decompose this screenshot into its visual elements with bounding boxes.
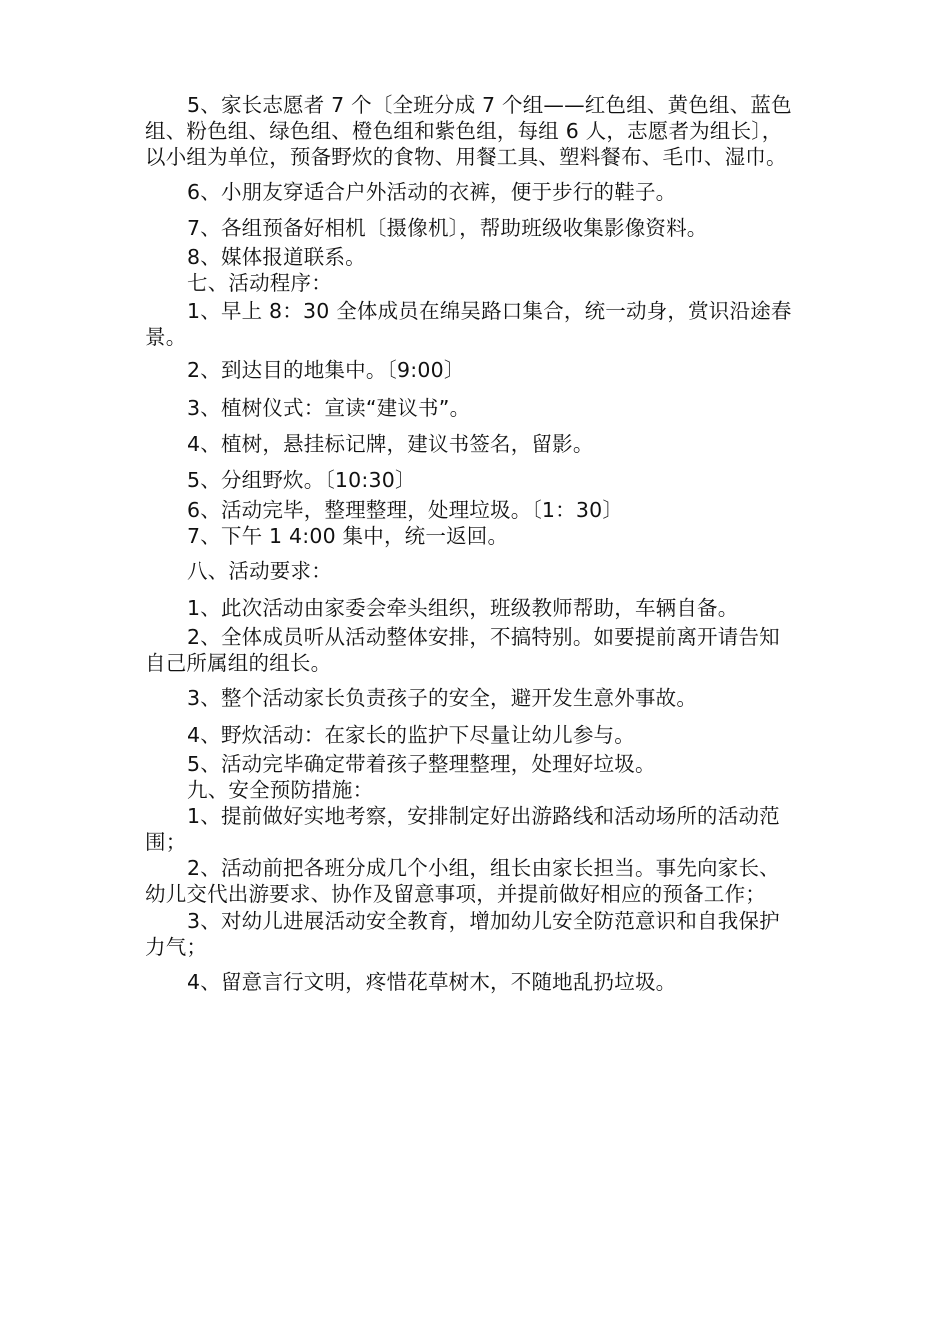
text-line: 5、分组野炊。〔10:30〕 <box>187 468 416 492</box>
section-heading: 九、安全预防措施： <box>187 778 374 802</box>
text-line: 7、下午 1 4:00 集中，统一返回。 <box>187 524 509 548</box>
text-line: 7、各组预备好相机〔摄像机〕，帮助班级收集影像资料。 <box>187 216 708 240</box>
text-line: 幼儿交代出游要求、协作及留意事项，并提前做好相应的预备工作； <box>145 882 766 906</box>
text-line: 自己所属组的组长。 <box>145 651 332 675</box>
section-heading: 八、活动要求： <box>187 559 332 583</box>
text-line: 6、小朋友穿适合户外活动的衣裤，便于步行的鞋子。 <box>187 180 677 204</box>
text-line: 景。 <box>145 325 187 349</box>
text-line: 2、活动前把各班分成几个小组，组长由家长担当。事先向家长、 <box>187 856 780 880</box>
text-line: 5、家长志愿者 7 个〔全班分成 7 个组——红色组、黄色组、蓝色 <box>187 93 792 117</box>
text-line: 4、植树，悬挂标记牌，建议书签名，留影。 <box>187 432 594 456</box>
section-heading: 七、活动程序： <box>187 271 332 295</box>
text-line: 5、活动完毕确定带着孩子整理整理，处理好垃圾。 <box>187 752 656 776</box>
text-line: 围； <box>145 830 187 854</box>
text-line: 3、植树仪式：宣读“建议书”。 <box>187 396 471 420</box>
text-line: 2、全体成员听从活动整体安排，不搞特别。如要提前离开请告知 <box>187 625 780 649</box>
text-line: 6、活动完毕，整理整理，处理垃圾。〔1：30〕 <box>187 498 624 522</box>
text-line: 组、粉色组、绿色组、橙色组和紫色组，每组 6 人，志愿者为组长〕， <box>145 119 783 143</box>
text-line: 1、提前做好实地考察，安排制定好出游路线和活动场所的活动范 <box>187 804 780 828</box>
text-line: 8、媒体报道联系。 <box>187 245 366 269</box>
text-line: 以小组为单位，预备野炊的食物、用餐工具、塑料餐布、毛巾、湿巾。 <box>145 145 787 169</box>
text-line: 4、留意言行文明，疼惜花草树木，不随地乱扔垃圾。 <box>187 970 677 994</box>
text-line: 3、对幼儿进展活动安全教育，增加幼儿安全防范意识和自我保护 <box>187 909 780 933</box>
text-line: 1、此次活动由家委会牵头组织，班级教师帮助，车辆自备。 <box>187 596 739 620</box>
text-line: 2、到达目的地集中。〔9:00〕 <box>187 358 465 382</box>
text-line: 力气； <box>145 935 208 959</box>
text-line: 4、野炊活动：在家长的监护下尽量让幼儿参与。 <box>187 723 635 747</box>
text-line: 3、整个活动家长负责孩子的安全，避开发生意外事故。 <box>187 686 698 710</box>
text-line: 1、早上 8：30 全体成员在绵吴路口集合，统一动身，赏识沿途春 <box>187 299 792 323</box>
